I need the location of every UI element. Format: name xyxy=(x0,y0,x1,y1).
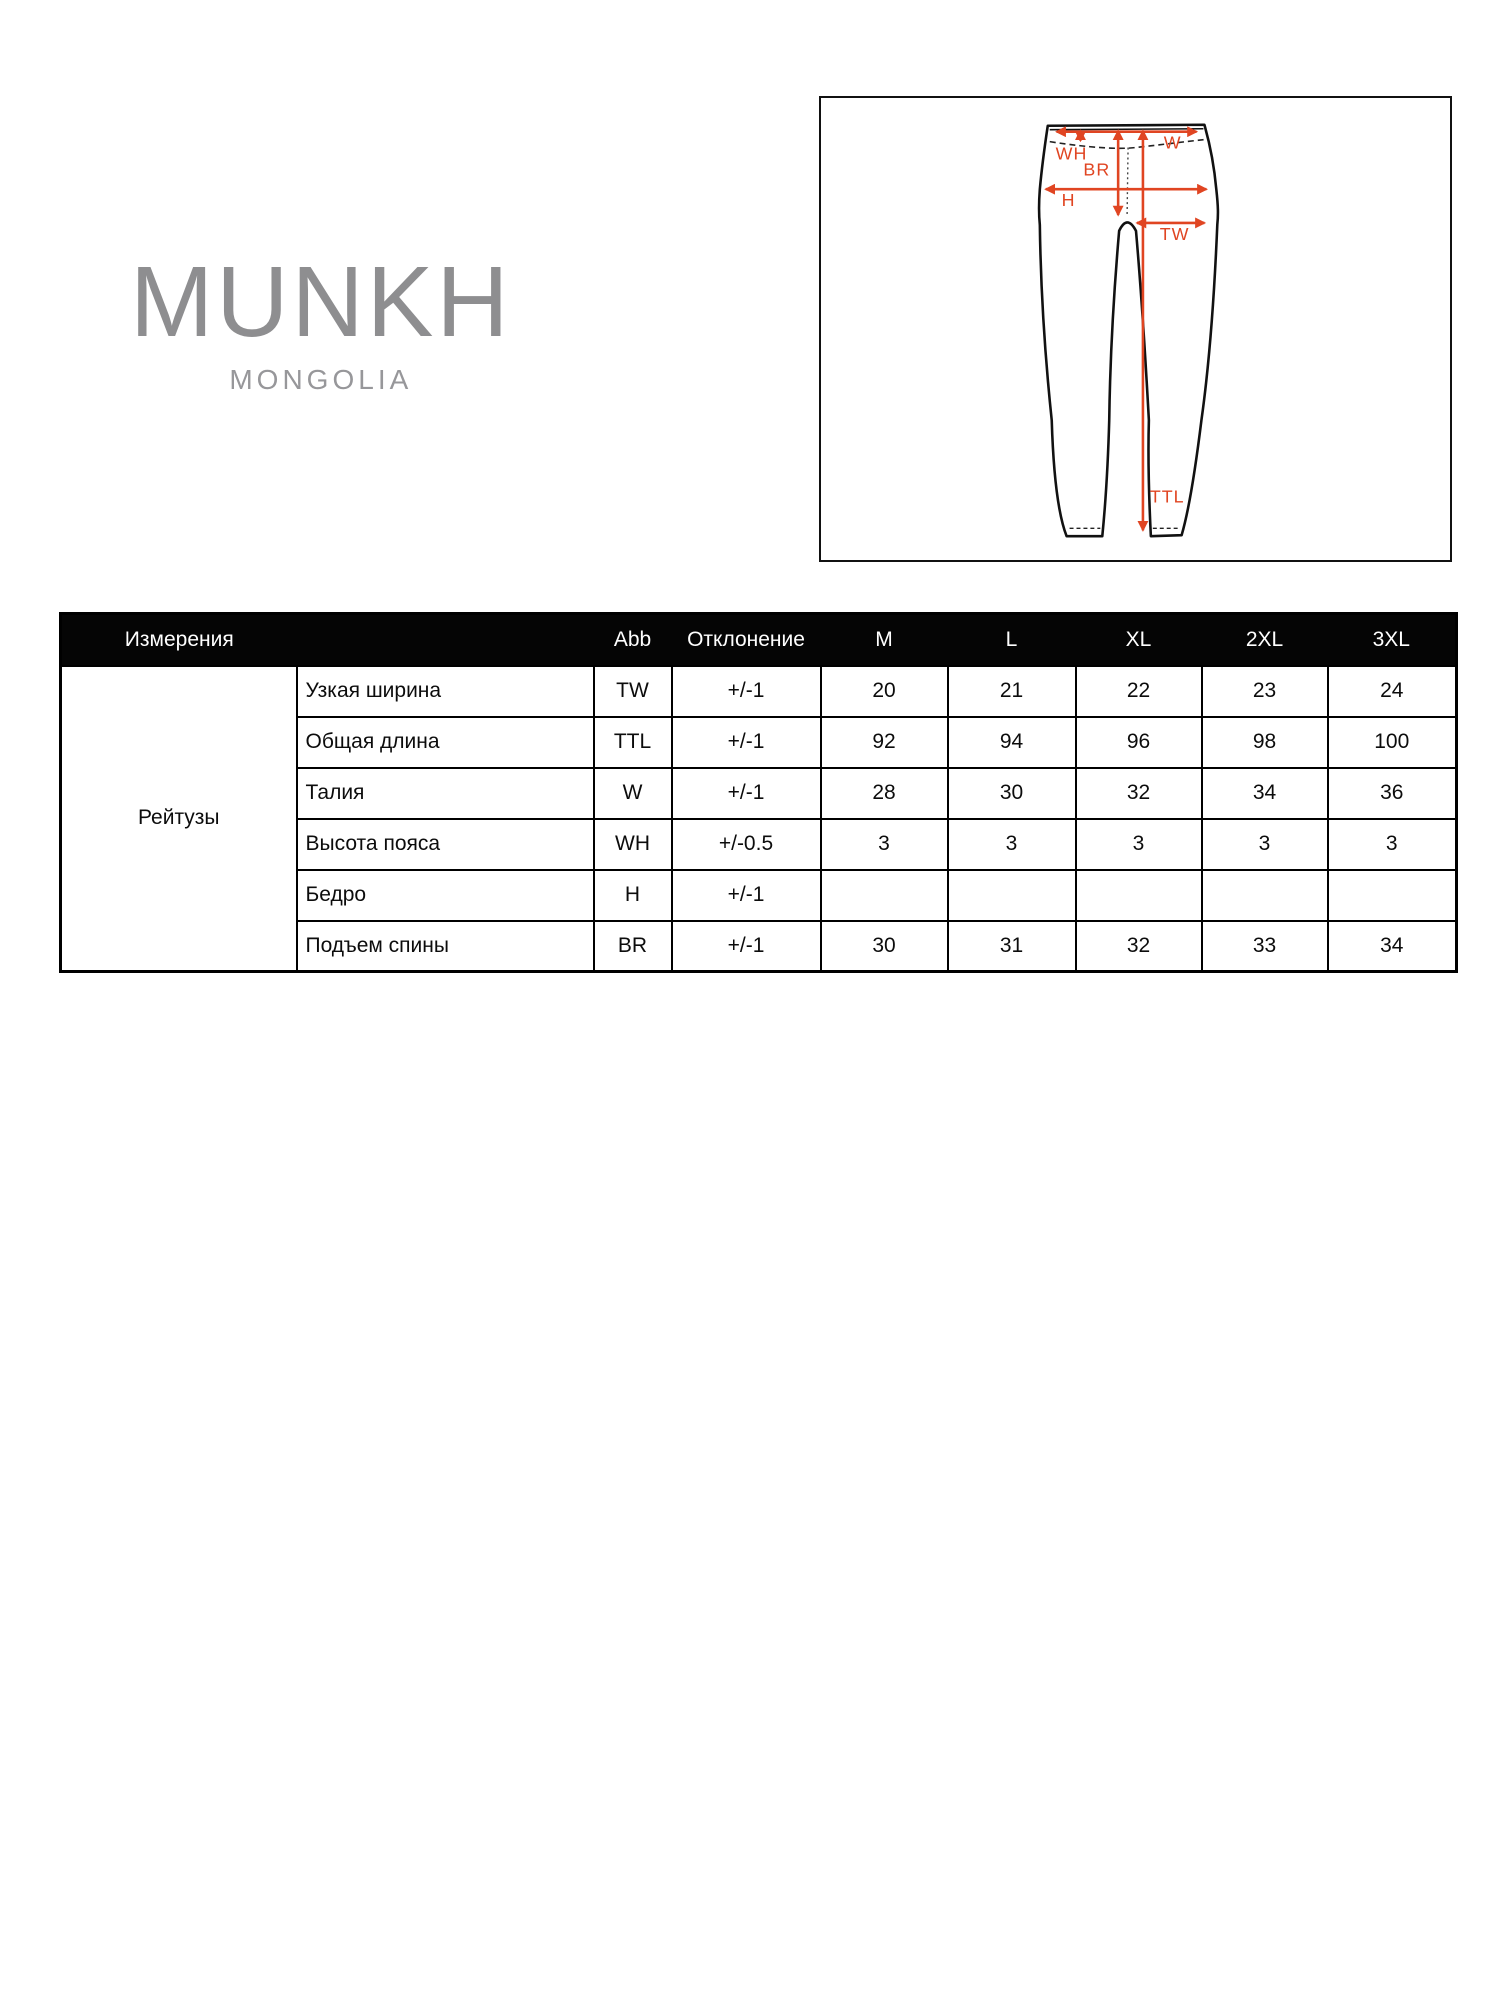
abb-cell: WH xyxy=(594,819,672,870)
size-spec-table xyxy=(59,612,1458,973)
leggings-measurement-diagram xyxy=(819,96,1452,562)
tolerance-cell: +/-1 xyxy=(672,666,821,717)
tolerance-cell: +/-1 xyxy=(672,717,821,768)
value-cell: 30 xyxy=(948,768,1076,819)
header-size-xl: XL xyxy=(1076,614,1202,666)
value-cell xyxy=(1202,870,1328,921)
header-tolerance: Отклонение xyxy=(672,614,821,666)
measurement-name-cell: Талия xyxy=(297,768,594,819)
abb-cell: BR xyxy=(594,921,672,972)
value-cell: 3 xyxy=(948,819,1076,870)
measurement-name-cell: Подъем спины xyxy=(297,921,594,972)
ttl-label: TTL xyxy=(1149,486,1185,507)
abb-cell: TW xyxy=(594,666,672,717)
value-cell: 30 xyxy=(821,921,948,972)
value-cell: 22 xyxy=(1076,666,1202,717)
value-cell: 3 xyxy=(1328,819,1457,870)
group-label-cell: Рейтузы xyxy=(61,666,297,972)
header-measurements: Измерения xyxy=(61,614,297,666)
value-cell: 92 xyxy=(821,717,948,768)
value-cell: 31 xyxy=(948,921,1076,972)
abb-cell: W xyxy=(594,768,672,819)
brand-name: MUNKH xyxy=(130,246,512,358)
tolerance-cell: +/-0.5 xyxy=(672,819,821,870)
value-cell: 100 xyxy=(1328,717,1457,768)
brand-logo xyxy=(130,246,512,395)
brand-subtitle: MONGOLIA xyxy=(229,364,413,395)
tolerance-cell: +/-1 xyxy=(672,921,821,972)
value-cell: 96 xyxy=(1076,717,1202,768)
abb-cell: H xyxy=(594,870,672,921)
value-cell xyxy=(948,870,1076,921)
w-label: W xyxy=(1163,132,1182,153)
value-cell: 3 xyxy=(1076,819,1202,870)
tolerance-cell: +/-1 xyxy=(672,768,821,819)
value-cell xyxy=(1328,870,1457,921)
header-size-3xl: 3XL xyxy=(1328,614,1457,666)
leggings-sketch xyxy=(821,98,1450,560)
leggings-outline xyxy=(1039,125,1218,536)
value-cell: 3 xyxy=(1202,819,1328,870)
value-cell: 24 xyxy=(1328,666,1457,717)
value-cell: 33 xyxy=(1202,921,1328,972)
table-row xyxy=(61,666,1457,717)
measurement-name-cell: Общая длина xyxy=(297,717,594,768)
value-cell: 34 xyxy=(1202,768,1328,819)
wh-label: WH xyxy=(1055,143,1088,164)
header-size-m: M xyxy=(821,614,948,666)
header-size-2xl: 2XL xyxy=(1202,614,1328,666)
measurement-name-cell: Бедро xyxy=(297,870,594,921)
measurement-name-cell: Узкая ширина xyxy=(297,666,594,717)
value-cell: 3 xyxy=(821,819,948,870)
value-cell: 23 xyxy=(1202,666,1328,717)
value-cell: 32 xyxy=(1076,768,1202,819)
value-cell: 94 xyxy=(948,717,1076,768)
value-cell: 34 xyxy=(1328,921,1457,972)
value-cell: 32 xyxy=(1076,921,1202,972)
value-cell: 98 xyxy=(1202,717,1328,768)
h-label: H xyxy=(1061,190,1076,211)
waistband-top-edge xyxy=(1050,129,1204,130)
header-abb: Abb xyxy=(594,614,672,666)
abb-cell: TTL xyxy=(594,717,672,768)
header-blank xyxy=(297,614,594,666)
tw-label: TW xyxy=(1159,223,1190,244)
tolerance-cell: +/-1 xyxy=(672,870,821,921)
measurement-name-cell: Высота пояса xyxy=(297,819,594,870)
value-cell: 20 xyxy=(821,666,948,717)
br-label: BR xyxy=(1083,159,1111,180)
value-cell: 21 xyxy=(948,666,1076,717)
header-size-l: L xyxy=(948,614,1076,666)
table-header-row xyxy=(61,614,1457,666)
value-cell: 36 xyxy=(1328,768,1457,819)
value-cell: 28 xyxy=(821,768,948,819)
value-cell xyxy=(1076,870,1202,921)
value-cell xyxy=(821,870,948,921)
